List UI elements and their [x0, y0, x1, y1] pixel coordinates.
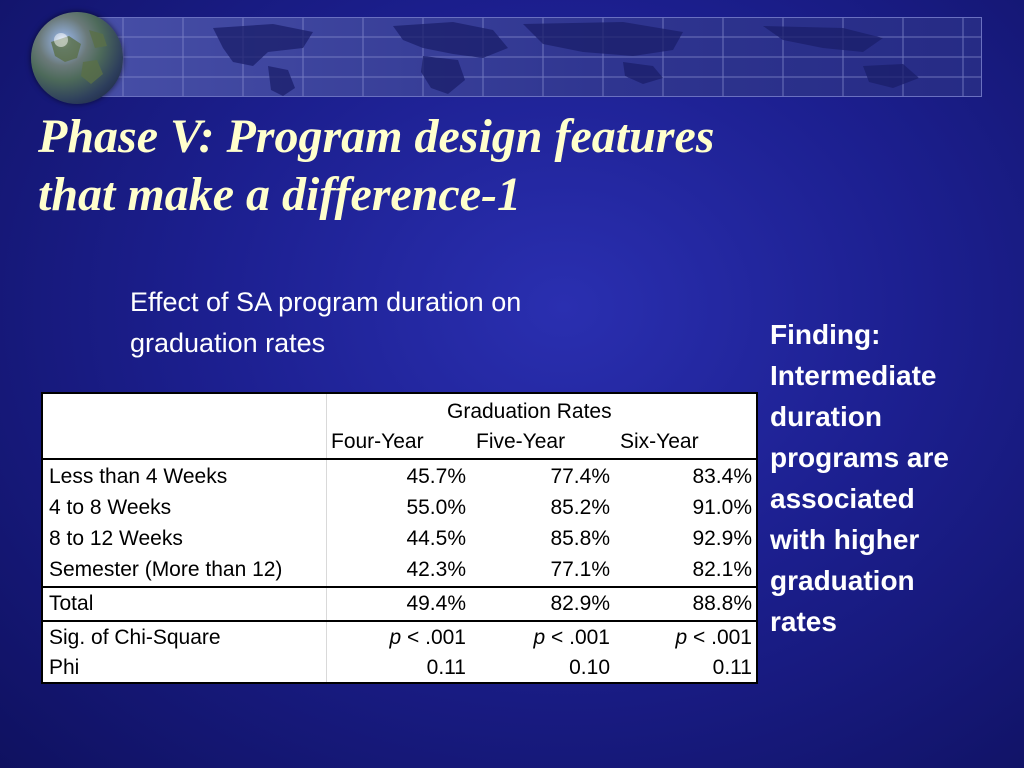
finding-line: duration	[770, 401, 882, 432]
sig-six-year	[675, 622, 752, 653]
cell-five-year: 77.4%	[550, 465, 610, 488]
title-line-2: that make a difference-1	[38, 168, 522, 221]
cell-five-year: 77.1%	[550, 558, 610, 581]
phi-six-year: 0.11	[712, 656, 752, 679]
sig-row	[43, 622, 756, 653]
finding-line: Finding:	[770, 319, 881, 350]
finding-line: Intermediate	[770, 360, 937, 391]
cell-four-year: 42.3%	[406, 558, 466, 581]
total-label: Total	[49, 592, 94, 615]
header-divider	[43, 458, 756, 460]
finding-line: rates	[770, 606, 837, 637]
total-five-year: 82.9%	[550, 592, 610, 615]
title-line-1: Phase V: Program design features	[38, 110, 715, 163]
column-header-six-year: Six-Year	[620, 430, 699, 453]
cell-five-year: 85.2%	[550, 496, 610, 519]
phi-five-year: 0.10	[569, 656, 610, 679]
p-value: < .001	[693, 626, 752, 649]
table-row	[43, 492, 756, 523]
cell-four-year: 44.5%	[406, 527, 466, 550]
p-value: < .001	[551, 626, 610, 649]
caption-line-2: graduation rates	[130, 328, 326, 358]
row-label: Semester (More than 12)	[49, 558, 283, 581]
phi-four-year: 0.11	[426, 656, 466, 679]
finding-line: graduation	[770, 565, 915, 596]
table-row	[43, 461, 756, 492]
cell-four-year: 45.7%	[406, 465, 466, 488]
slide-title	[38, 108, 938, 224]
row-label: 4 to 8 Weeks	[49, 496, 172, 519]
total-six-year: 88.8%	[692, 592, 752, 615]
p-value: < .001	[407, 626, 466, 649]
table-row	[43, 554, 756, 585]
world-map-banner	[62, 17, 982, 97]
finding-line: with higher	[770, 524, 920, 555]
globe-icon	[31, 12, 123, 104]
sig-five-year	[533, 622, 610, 653]
p-symbol: p	[533, 626, 546, 649]
column-header-five-year: Five-Year	[476, 430, 566, 453]
graduation-rates-table	[41, 392, 758, 684]
finding-line: associated	[770, 483, 915, 514]
total-four-year: 49.4%	[406, 592, 466, 615]
sig-four-year	[389, 622, 466, 653]
p-symbol: p	[675, 626, 688, 649]
cell-six-year: 83.4%	[692, 465, 752, 488]
group-header: Graduation Rates	[447, 400, 612, 423]
caption-line-1: Effect of SA program duration on	[130, 287, 522, 317]
table-caption	[130, 282, 650, 364]
cell-six-year: 92.9%	[692, 527, 752, 550]
finding-text	[770, 314, 1010, 642]
row-label: Less than 4 Weeks	[49, 465, 228, 488]
phi-row	[43, 652, 756, 683]
table-row	[43, 523, 756, 554]
cell-six-year: 91.0%	[692, 496, 752, 519]
cell-four-year: 55.0%	[406, 496, 466, 519]
finding-line: programs are	[770, 442, 949, 473]
sig-label: Sig. of Chi-Square	[49, 626, 221, 649]
cell-five-year: 85.8%	[550, 527, 610, 550]
column-header-four-year: Four-Year	[331, 430, 424, 453]
row-label: 8 to 12 Weeks	[49, 527, 183, 550]
phi-label: Phi	[49, 656, 80, 679]
total-row	[43, 588, 756, 619]
p-symbol: p	[389, 626, 402, 649]
cell-six-year: 82.1%	[692, 558, 752, 581]
